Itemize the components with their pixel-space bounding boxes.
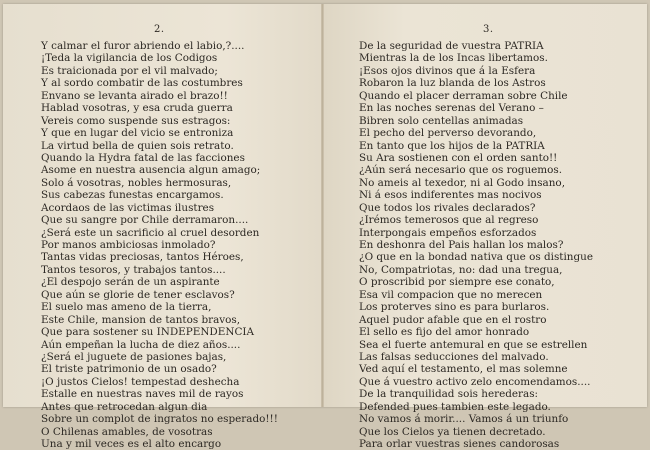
- poem-line: El triste patrimonio de un osado?: [41, 363, 217, 376]
- poem-line: No vamos á morir.... Vamos á un triunfo: [359, 413, 569, 426]
- poem-line: En tanto que los hijos de la PATRIA: [359, 139, 545, 152]
- poem-line: Los proterves sino es para burlaros.: [359, 301, 550, 314]
- poem-line: ¿Será este un sacrificio al cruel desorden: [41, 226, 260, 239]
- poem-line: Es traicionada por el vil malvado;: [41, 64, 218, 77]
- poem-line: Tantos tesoros, y trabajos tantos....: [41, 263, 226, 276]
- poem-line: Aún empeñan la lucha de diez años....: [41, 338, 241, 351]
- poem-line: Antes que retrocedan algun dia: [41, 400, 208, 413]
- poem-line: Y calmar el furor abriendo el labio,?....: [41, 40, 245, 52]
- poem-line: Su Ara sostienen con el orden santo!!: [359, 151, 558, 164]
- poem-line: Vereis como suspende sus estragos:: [41, 114, 231, 127]
- poem-line: De la tranquilidad sois herederas:: [359, 388, 539, 401]
- poem-line: Defended pues tambien este legado.: [359, 400, 551, 413]
- poem-line: Estalle en nuestras naves mil de rayos: [41, 388, 244, 401]
- poem-line: Interpongais empeños esforzados: [359, 226, 537, 239]
- poem-line: Sea el fuerte antemural en que se estrellen: [359, 338, 588, 351]
- page-number: 2.: [154, 24, 165, 35]
- poem-line: ¡Teda la vigilancia de los Codigos: [41, 52, 218, 65]
- poem-line: ¿O que en la bondad nativa que os distingue: [359, 251, 593, 264]
- poem-line: Ved aquí el testamento, el mas solemne: [359, 363, 568, 376]
- poem-line: Por manos ambiciosas inmolado?: [41, 239, 216, 251]
- right-page: [324, 4, 647, 450]
- poem-line: Robaron la luz blanda de los Astros: [359, 77, 546, 90]
- poem-line: Quando el placer derraman sobre Chile: [359, 89, 568, 102]
- poem-line: ¡Esos ojos divinos que á la Esfera: [359, 64, 536, 77]
- poem-line: Sobre un complot de ingratos no esperado!!!: [41, 413, 278, 426]
- left-page: [3, 4, 321, 450]
- poem-line: No ameis al texedor, ni al Godo insano,: [359, 176, 565, 189]
- poem-line: De la seguridad de vuestra PATRIA: [359, 40, 544, 52]
- poem-line: ¿Irémos temerosos que al regreso: [359, 214, 539, 227]
- poem-line: Mientras la de los Incas libertamos.: [359, 52, 548, 65]
- poem-line: El sello es fijo del amor honrado: [359, 326, 530, 339]
- poem-line: Para orlar vuestras sienes candorosas: [359, 438, 560, 450]
- poem-line: En deshonra del Pais hallan los malos?: [359, 239, 564, 251]
- poem-line: El suelo mas ameno de la tierra,: [41, 301, 212, 314]
- poem-line: Bibren solo centellas animadas: [359, 114, 524, 127]
- poem-line: ¿El despojo serán de un aspirante: [41, 276, 220, 289]
- poem-line: Asome en nuestra ausencia algun amago;: [41, 164, 261, 177]
- poem-line: ¡O justos Cielos! tempestad deshecha: [41, 375, 240, 388]
- poem-line: ¿Será el juguete de pasiones bajas,: [41, 350, 227, 363]
- poem-line: Y que en lugar del vicio se entroniza: [41, 127, 234, 140]
- poem-line: En las noches serenas del Verano –: [359, 102, 544, 115]
- poem-line: O Chilenas amables, de vosotras: [41, 425, 213, 438]
- poem-line: Que su sangre por Chile derramaron....: [41, 214, 249, 227]
- poem-line: Y al sordo combatir de las costumbres: [41, 77, 243, 90]
- poem-line: La virtud bella de quien sois retrato.: [41, 139, 234, 152]
- poem-line: Quando la Hydra fatal de las facciones: [41, 151, 245, 164]
- poem-line: Que todos los rivales declarados?: [359, 201, 536, 214]
- poem-line: Que para sostener su INDEPENDENCIA: [41, 326, 255, 339]
- poem-line: Que los Cielos ya tienen decretado.: [359, 425, 546, 438]
- poem-line: Que aún se glorie de tener esclavos?: [41, 288, 235, 301]
- poem-line: Las falsas seducciones del malvado.: [359, 350, 549, 363]
- poem-line: Solo á vosotras, nobles hermosuras,: [41, 176, 232, 189]
- poem-line: Envano se levanta airado el brazo!!: [41, 89, 228, 102]
- poem-line: Acordaos de las victimas ilustres: [41, 201, 215, 214]
- page-number: 3.: [483, 24, 494, 35]
- poem-line: El pecho del perverso devorando,: [359, 127, 537, 140]
- poem-line: Una y mil veces es el alto encargo: [41, 438, 222, 450]
- poem-line: No, Compatriotas, no: dad una tregua,: [359, 263, 563, 276]
- poem-lines: [41, 40, 303, 450]
- poem-line: O proscribid por siempre ese conato,: [359, 276, 555, 289]
- poem-line: ¿Aún será necesario que os roguemos.: [359, 164, 563, 177]
- document-sheet: [3, 4, 647, 450]
- poem-line: Ni á esos indiferentes mas nocivos: [359, 189, 542, 202]
- poem-line: Aquel pudor afable que en el rostro: [359, 313, 547, 326]
- poem-line: Este Chile, mansion de tantos bravos,: [41, 313, 241, 326]
- poem-line: Esa vil compacion que no merecen: [359, 288, 543, 301]
- poem-lines: [359, 40, 631, 450]
- poem-line: Hablad vosotras, y esa cruda guerra: [41, 102, 233, 115]
- poem-line: Tantas vidas preciosas, tantos Héroes,: [41, 251, 244, 264]
- poem-line: Que á vuestro activo zelo encomendamos....: [359, 375, 591, 388]
- poem-line: Sus cabezas funestas encargamos.: [41, 189, 224, 202]
